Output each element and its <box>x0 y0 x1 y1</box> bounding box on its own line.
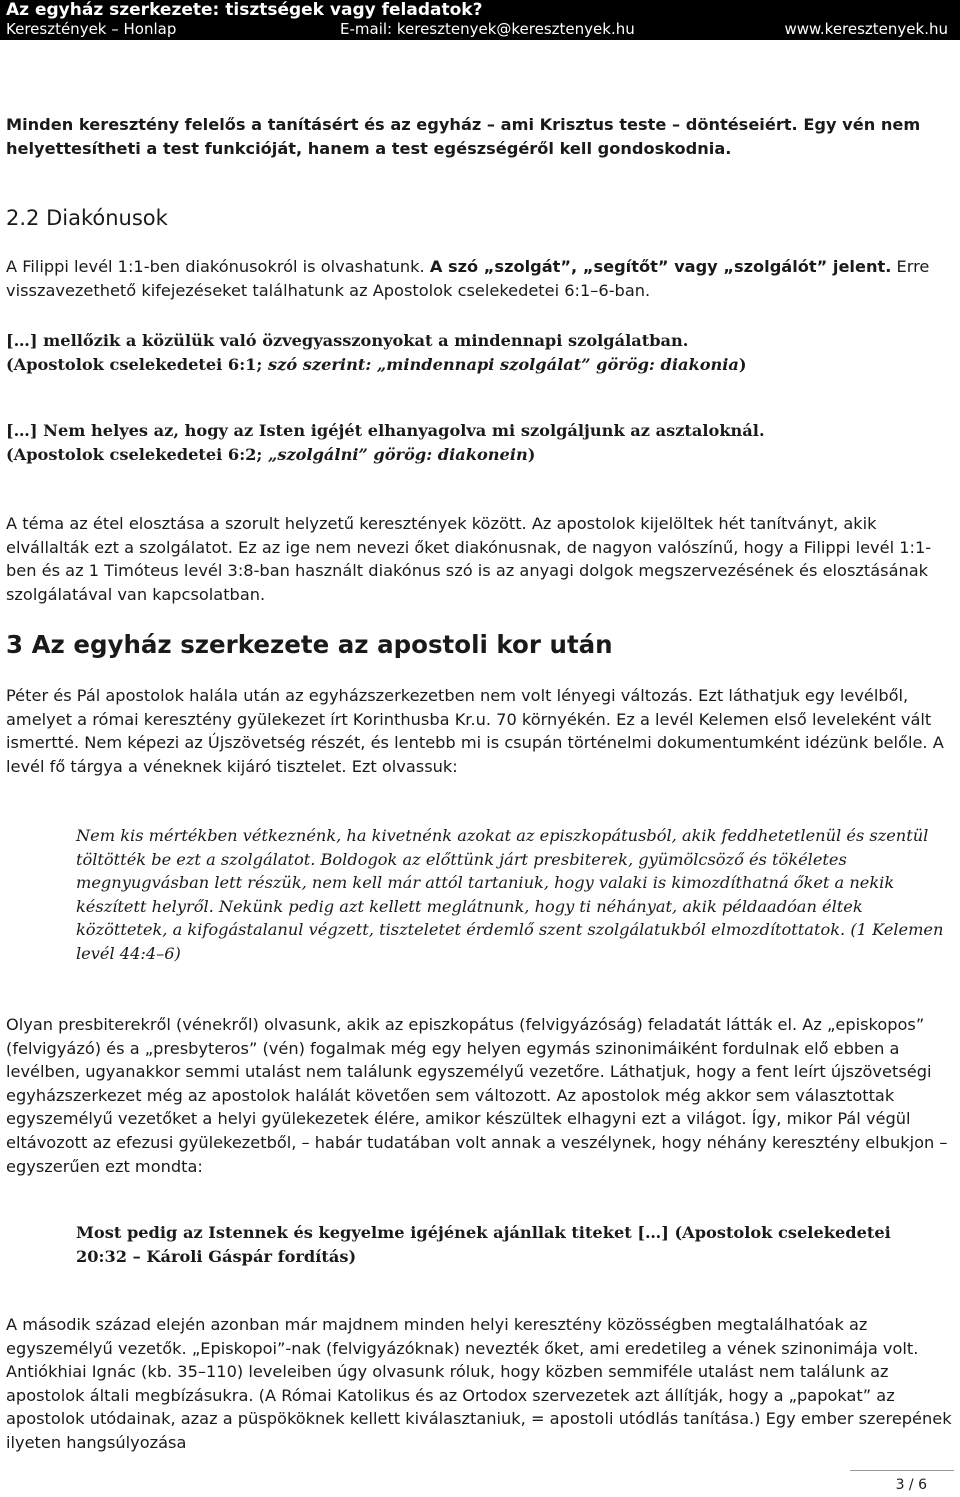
home-link[interactable]: Keresztények – Honlap <box>6 20 177 38</box>
section3-paragraph-2: Olyan presbiterekről (vénekről) olvasunk, akik az episzkopátus (felvigyázóság) feladatát látták el. Az „episkopos” (felvigyázó) és a „presbyteros” (vén) fogalmak még egy helyen egymás szinonimáiként fordulnak elő ebben a levélben, ugyanakkor semmi utalást nem találunk egyszemélyű vezetőre. Láthatjuk, hogy a fent leírt újszövetségi egyházszerkezet még az apostolok halálát követően sem változott. Az apostolok még akkor sem választottak egyszemélyű vezetőket a helyi gyülekezetek élére, amikor készültek elhagyni ezt a világot. Így, mikor Pál végül eltávozott az efezusi gyülekezetből, – habár tudatában volt annak a veszélynek, hogy néhány keresztény elbukjon – egyszerűen ezt mondta: <box>6 1015 948 1176</box>
quote-acts-6-1-text: […] mellőzik a közülük való özvegyasszonyokat a mindennapi szolgálatban. <box>6 331 689 350</box>
quote-acts-6-2-text: […] Nem helyes az, hogy az Isten igéjét elhanyagolva mi szolgáljunk az asztaloknál. <box>6 421 765 440</box>
diakonus-intro-text: A Filippi levél 1:1-ben diakónusokról is olvashatunk. <box>6 257 430 276</box>
diakonus-intro-paragraph <box>6 255 954 302</box>
footer-divider <box>850 1470 954 1471</box>
kelemen-quote <box>76 824 946 966</box>
diakonus-body-paragraph: A téma az étel elosztása a szorult helyzetű keresztények között. Az apostolok kijelöltek hét tanítványt, akik elvállalták ezt a szolgálatot. Ez az ige nem nevezi őket diakónusnak, de nagyon valószínű, hogy a Filippi levél 1:1-ben és az 1 Timóteus levél 3:8-ban használt diakónus szó is az anyagi dolgok megszervezésének és elosztásának szolgálatával van kapcsolatban. <box>6 514 932 604</box>
page-number: 3 / 6 <box>895 1477 927 1493</box>
section3-paragraph-1: Péter és Pál apostolok halála után az egyházszerkezetben nem volt lényegi változás. Ezt láthatjuk egy levélből, amelyet a római keresztény gyülekezet írt Korinthusba Kr.u. 70 környékén. Ez a levél Kelemen első leveleként vált ismertté. Nem képezi az Újszövetség részét, és lentebb mi is csupán történelmi dokumentumként idézünk belőle. A levél fő tárgya a véneknek kijáró tisztelet. Ezt olvassuk: <box>6 686 944 776</box>
section3-paragraph-3: A második század elején azonban már majdnem minden helyi keresztény közösségben megtalálhatóak az egyszemélyű vezetők. „Episkopoi”-nak (felvigyázóknak) nevezték őket, ami eredetileg a vének szinonimája volt. Antiókhiai Ignác (kb. 35–110) leveleiben úgy olvasunk róluk, hogy közben semmiféle utalást nem találunk az apostolok általi megbízásukra. (A Római Katolikus és az Ortodox szervezetek azt állítják, hogy a „papokat” az apostolok utódainak, azaz a püspököknek kellett kiválasztaniuk, = apostoli utódlás tanítása.) Egy ember szerepének ilyeten hangsúlyozása <box>6 1315 952 1452</box>
document-header <box>0 0 960 40</box>
quote-acts-6-2 <box>6 419 954 466</box>
kelemen-quote-text: Nem kis mértékben vétkeznénk, ha kivetnénk azokat az episzkopátusból, akik feddhetetlenül és szentül töltötték be ezt a szolgálatot. Boldogok az előttünk járt presbiterek, gyümölcsöző és tökéletes megnyugvásban lett részük, nem kell már attól tartaniuk, hogy valaki is kimozdíthatná őket a nekik készített helyről. Nekünk pedig azt kellett meglátnunk, hogy ti néhányat, akik példaadóan éltek közöttetek, a kifogástalanul végzett, tiszteletet érdemlő szent szolgálatukból elmozdítottatok. <box>76 826 929 940</box>
reference-text: Erre visszavezethető kifejezéseket találhatunk az Apostolok cselekedetei 6:1–6-ban. <box>6 257 930 300</box>
document-title: Az egyház szerkezete: tisztségek vagy feladatok? <box>6 0 483 20</box>
acts-20-32-quote: Most pedig az Istennek és kegyelme igéjének ajánllak titeket […] (Apostolok cselekedetei 20:32 – Károli Gáspár fordítás) <box>76 1223 891 1266</box>
intro-bold-paragraph: Minden keresztény felelős a tanításért és az egyház – ami Krisztus teste – döntéseiért. Egy vén nem helyettesítheti a test funkcióját, hanem a test egészségéről kell gondoskodnia. <box>6 115 921 158</box>
section-heading-apostoli-kor: 3 Az egyház szerkezete az apostoli kor után <box>6 630 613 659</box>
website-link[interactable]: www.keresztenyek.hu <box>784 20 948 38</box>
email-link[interactable]: E-mail: keresztenyek@keresztenyek.hu <box>340 20 635 38</box>
section-heading-diakonusok: 2.2 Diakónusok <box>6 206 168 230</box>
quote-acts-6-1 <box>6 329 954 376</box>
kelemen-quote-reference: (1 Kelemen levél 44:4–6) <box>76 920 944 963</box>
quote-acts-6-1-reference: (Apostolok cselekedetei 6:1; szó szerint: „mindennapi szolgálat” görög: diakonia) <box>6 354 747 374</box>
word-meaning-text: A szó „szolgát”, „segítőt” vagy „szolgálót” jelent. <box>429 257 892 276</box>
quote-acts-6-2-reference: (Apostolok cselekedetei 6:2; „szolgálni” görög: diakonein) <box>6 444 536 464</box>
